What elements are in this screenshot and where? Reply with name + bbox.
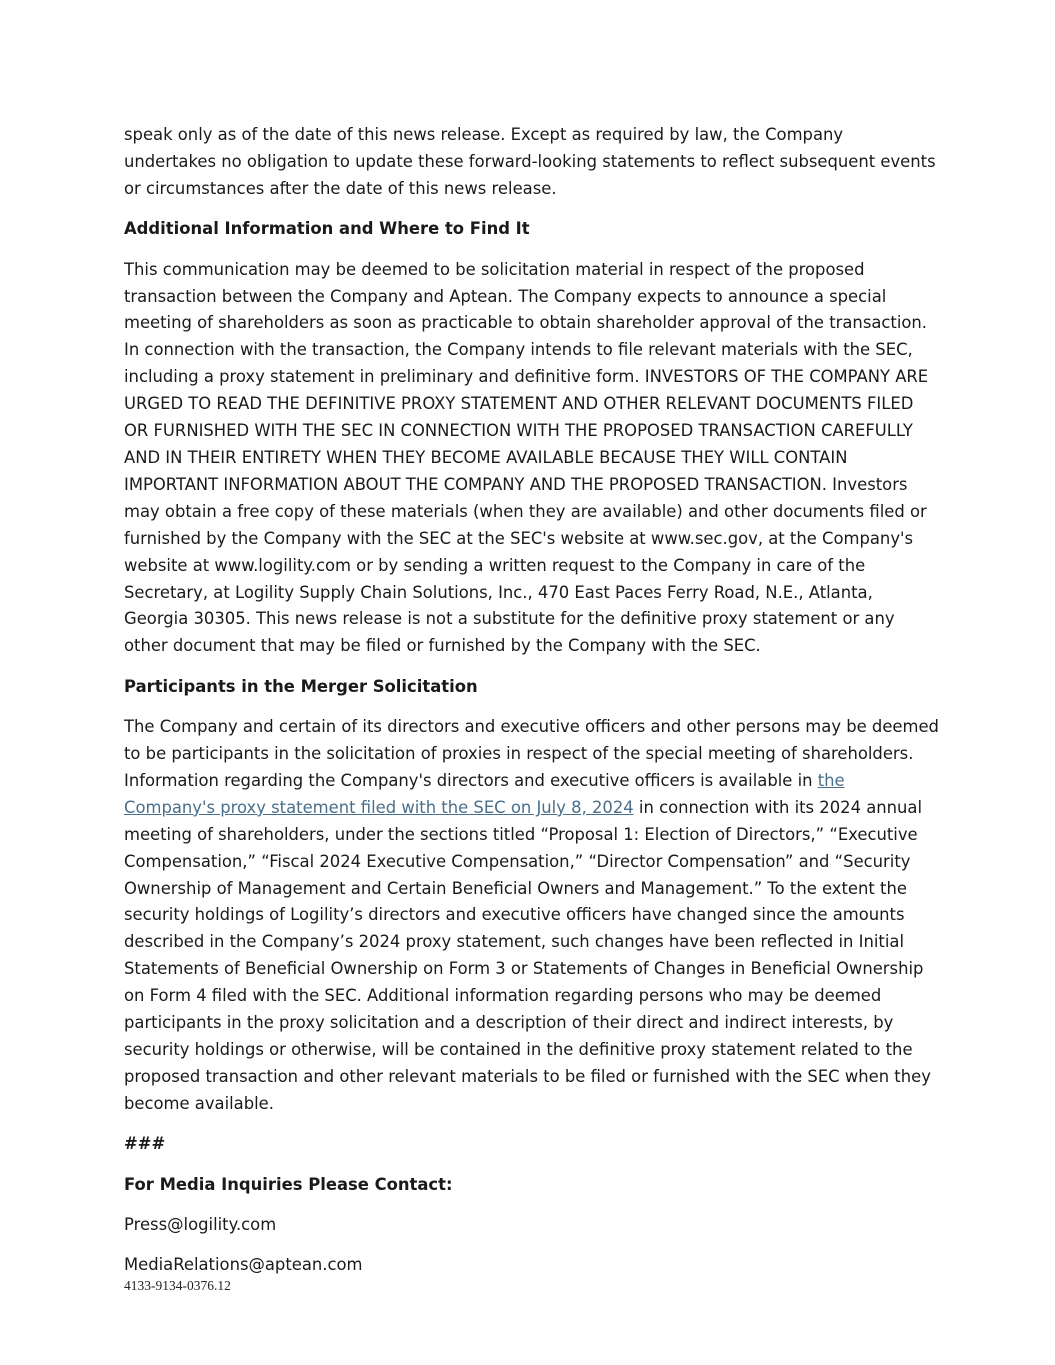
document-page <box>124 122 939 1293</box>
participants-text-before-link: The Company and certain of its directors and executive officers and other persons may be deemed to be participants in the solicitation of proxies in respect of the special meeting of shareholders. Information regarding the Company's directors and executive officers is available in <box>124 717 939 790</box>
participants-paragraph <box>124 714 939 1118</box>
media-relations-email: MediaRelations@aptean.com <box>124 1255 363 1275</box>
additional-info-paragraph: This communication may be deemed to be solicitation material in respect of the proposed transaction between the Company and Aptean. The Company expects to announce a special meeting of shareholders as soon as practicable to obtain shareholder approval of the transaction. In connection with the transaction, the Company intends to file relevant materials with the SEC, including a proxy statement in preliminary and definitive form. INVESTORS OF THE COMPANY ARE URGED TO READ THE DEFINITIVE PROXY STATEMENT AND OTHER RELEVANT DOCUMENTS FILED OR FURNISHED WITH THE SEC IN CONNECTION WITH THE PROPOSED TRANSACTION CAREFULLY AND IN THEIR ENTIRETY WHEN THEY BECOME AVAILABLE BECAUSE THEY WILL CONTAIN IMPORTANT INFORMATION ABOUT THE COMPANY AND THE PROPOSED TRANSACTION. Investors may obtain a free copy of these materials (when they are available) and other documents filed or furnished by the Company with the SEC at the SEC's website at www.sec.gov, at the Company's website at www.logility.com or by sending a written request to the Company in care of the Secretary, at Logility Supply Chain Solutions, Inc., 470 East Paces Ferry Road, N.E., Atlanta, Georgia 30305. This news release is not a substitute for the definitive proxy statement or any other document that may be filed or furnished by the Company with the SEC. <box>124 259 929 656</box>
press-email: Press@logility.com <box>124 1215 277 1235</box>
participants-text-after-link: in connection with its 2024 annual meeting of shareholders, under the sections titled “Proposal 1: Election of Directors,” “Executive Compensation,” “Fiscal 2024 Executive Compensation,” “Director Compensation” and “Security Ownership of Management and Certain Beneficial Owners and Management.” To the extent the security holdings of Logility’s directors and executive officers have changed since the amounts described in the Company’s 2024 proxy statement, such changes have been reflected in Initial Statements of Beneficial Ownership on Form 3 or Statements of Changes in Beneficial Ownership on Form 4 filed with the SEC. Additional information regarding persons who may be deemed participants in the proxy solicitation and a description of their direct and indirect interests, by security holdings or otherwise, will be contained in the definitive proxy statement related to the proposed transaction and other relevant materials to be filed or furnished with the SEC when they become available. <box>124 797 931 1113</box>
additional-info-heading: Additional Information and Where to Find It <box>124 219 530 239</box>
media-contact-heading: For Media Inquiries Please Contact: <box>124 1174 453 1194</box>
forward-looking-paragraph: speak only as of the date of this news release. Except as required by law, the Company undertakes no obligation to update these forward-looking statements to reflect subsequent events or circumstances after the date of this news release. <box>124 125 936 198</box>
end-separator: ### <box>124 1134 166 1154</box>
proxy-statement-link[interactable]: the Company's proxy statement filed with the SEC on July 8, 2024 <box>124 770 845 817</box>
participants-heading: Participants in the Merger Solicitation <box>124 676 478 696</box>
document-footer-id: 4133-9134-0376.12 <box>124 1278 231 1293</box>
